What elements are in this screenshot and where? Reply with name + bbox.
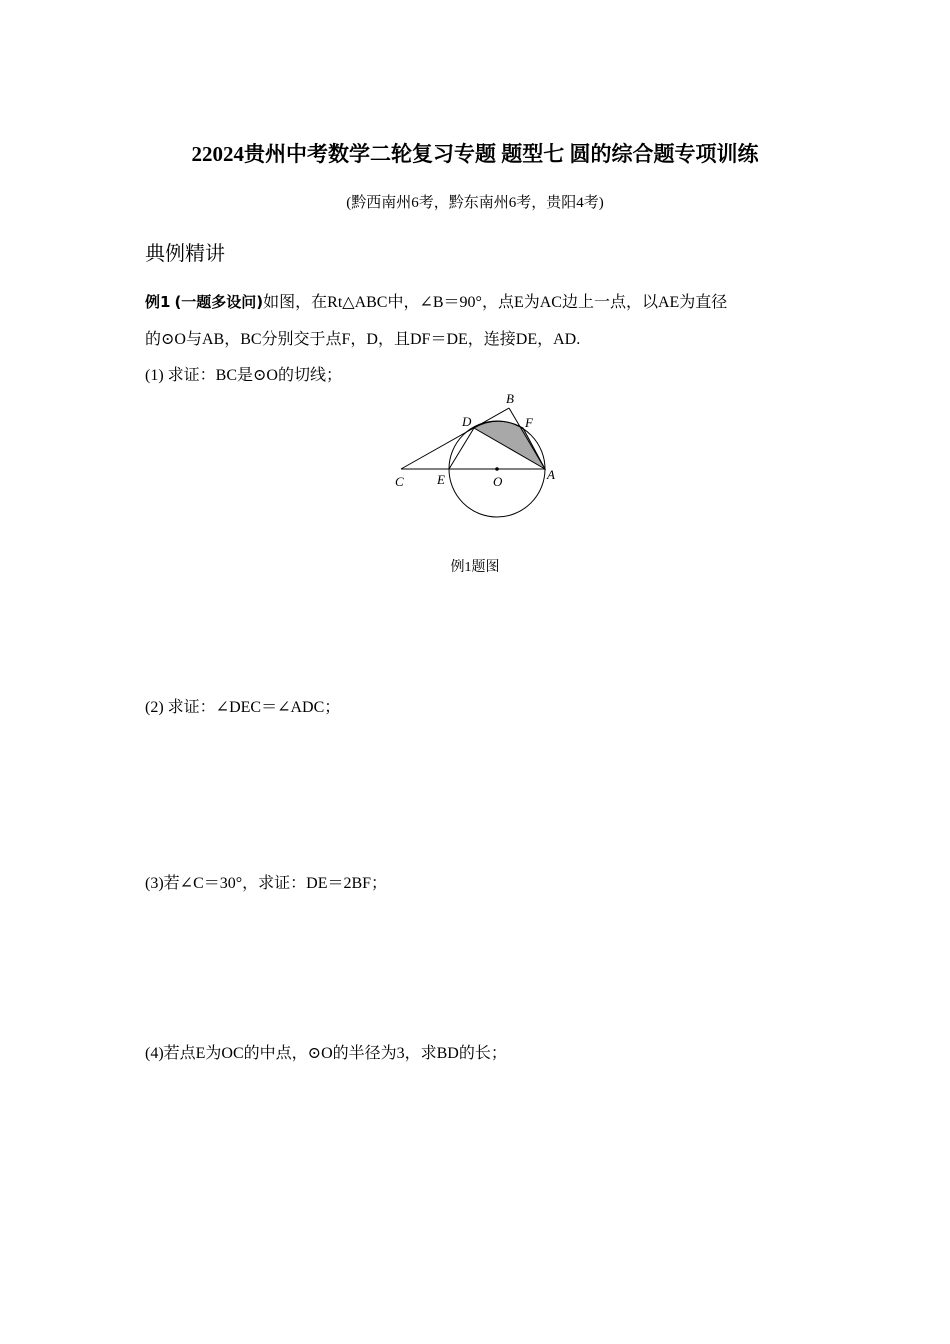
question-2: (2) 求证：∠DEC＝∠ADC； [145,699,341,716]
question-4: (4)若点E为OC的中点，⊙O的半径为3，求BD的长； [145,1045,507,1062]
segment-de [449,428,474,469]
example-line-2: 的⊙O与AB，BC分别交于点F，D，且DF＝DE，连接DE，AD. [145,331,581,348]
label-a: A [547,467,555,482]
example-tag: (一题多设问) [174,293,264,311]
label-c: C [395,474,404,489]
label-o: O [493,474,503,489]
figure-caption: 例1题图 [450,560,500,575]
label-b: B [506,391,514,406]
subtitle: (黔西南州6考，黔东南州6考，贵阳4考) [346,195,604,211]
example-text-1: 如图，在Rt△ABC中，∠B＝90°，点E为AC边上一点，以AE为直径 [263,294,728,311]
question-3: (3)若∠C＝30°，求证：DE＝2BF； [145,875,388,892]
label-d: D [462,414,472,429]
center-point [495,467,499,471]
shaded-region [474,421,545,469]
label-e: E [437,472,445,487]
example-label: 例1 [145,293,171,311]
question-1: (1) 求证：BC是⊙O的切线； [145,367,342,384]
section-heading: 典例精讲 [145,241,225,265]
example-line-1 [145,289,727,312]
geometry-figure [380,385,580,530]
label-f: F [525,415,533,430]
page-title: 22024贵州中考数学二轮复习专题 题型七 圆的综合题专项训练 [191,142,759,166]
